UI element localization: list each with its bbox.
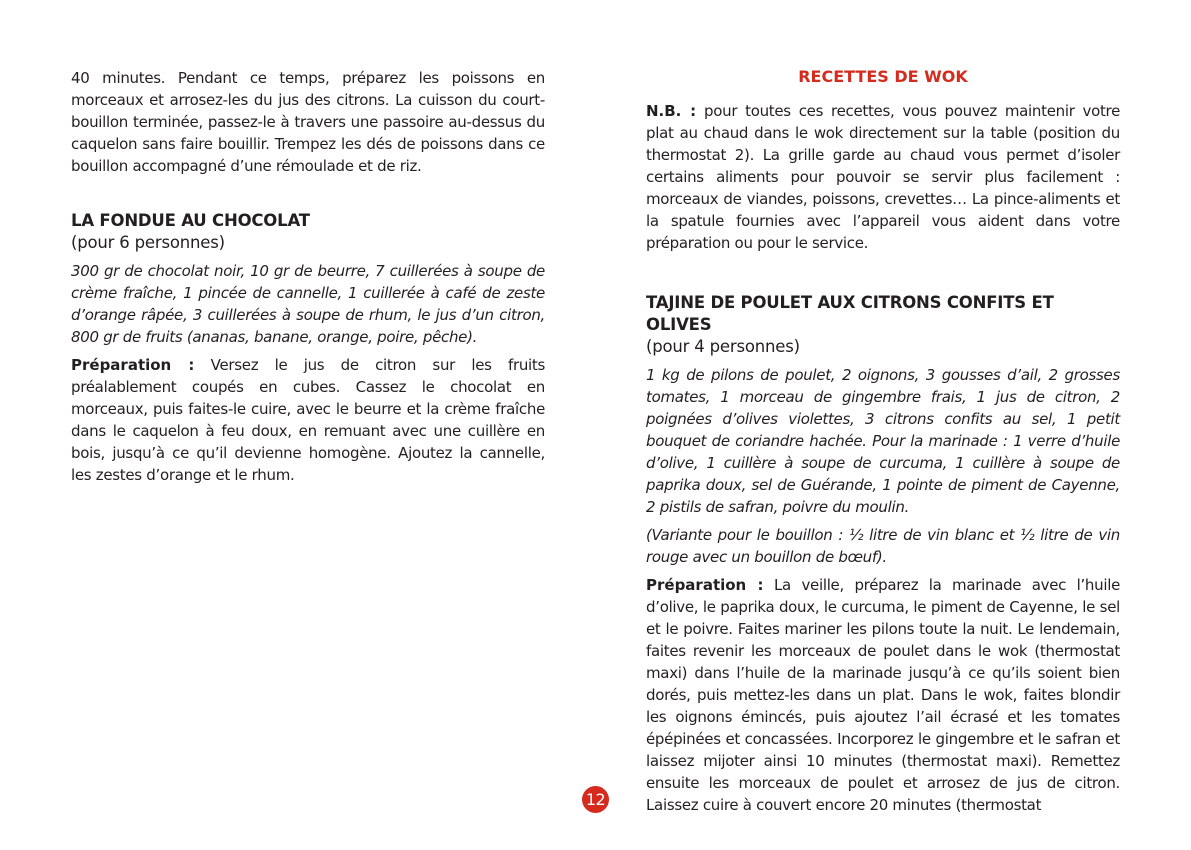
intro-paragraph: 40 minutes. Pendant ce temps, préparez les poissons en morceaux et arrosez-les du jus des citrons. La cuisson du court-bouillon terminée, passez-le à travers une passoire au-dessus du caquelon sans faire bouillir. Trempez les dés de poissons dans ce bouillon accompagné d’une rémoulade et de riz.	[71, 69, 545, 175]
preparation-label: Préparation :	[71, 356, 195, 374]
preparation-text: La veille, préparez la marinade avec l’huile d’olive, le paprika doux, le curcuma, le piment de Cayenne, le sel et le poivre. Faites mariner les pilons toute la nuit. Le lendemain, faites revenir les morceaux de poulet dans le wok (thermostat maxi) dans l’huile de la marinade jusqu’à ce qu’ils soient bien dorés, puis mettez-les dans un plat. Dans le wok, faites blondir les oignons émincés, puis ajoutez l’ail écrasé et les tomates épépinées et concassées. Incorporez le gingembre et le safran et laissez mijoter ainsi 10 minutes (thermostat maxi). Remettez ensuite les morceaux de poulet et arrosez de jus de citron. Laissez cuire à couvert encore 20 minutes (thermostat	[646, 576, 1120, 814]
recipe-servings: (pour 4 personnes)	[646, 337, 800, 356]
preparation-label: Préparation :	[646, 576, 764, 594]
left-column	[71, 0, 545, 486]
recipe-preparation	[646, 574, 1120, 816]
nb-text: pour toutes ces recettes, vous pouvez maintenir votre plat au chaud dans le wok directement sur la table (position du thermostat 2). La grille garde au chaud vous permet d’isoler certains aliments pour pouvoir se servir plus facilement : morceaux de viandes, poissons, crevettes… La pince-aliments et la spatule fournies avec l’appareil vous aident dans votre préparation ou pour le service.	[646, 102, 1120, 252]
right-column	[646, 0, 1120, 816]
recipe-ingredients: 300 gr de chocolat noir, 10 gr de beurre, 7 cuillerées à soupe de crème fraîche, 1 pincée de cannelle, 1 cuillerée à café de zeste d’orange râpée, 3 cuillerées à soupe de rhum, le jus d’un citron, 800 gr de fruits (ananas, banane, orange, poire, pêche).	[71, 262, 545, 346]
page-number-badge: 12	[582, 786, 609, 813]
recipe-preparation	[71, 354, 545, 486]
preparation-text: Versez le jus de citron sur les fruits préalablement coupés en cubes. Cassez le chocolat en morceaux, puis faites-le cuire, avec le beurre et la crème fraîche dans le caquelon à feu doux, en remuant avec une cuillère en bois, jusqu’à ce qu’il devienne homogène. Ajoutez la cannelle, les zestes d’orange et le rhum.	[71, 356, 546, 484]
section-title: RECETTES DE WOK	[798, 67, 968, 86]
nb-paragraph	[646, 100, 1120, 254]
nb-label: N.B. :	[646, 102, 697, 120]
recipe-servings: (pour 6 personnes)	[71, 233, 225, 252]
recipe-title-tajine: TAJINE DE POULET AUX CITRONS CONFITS ET OLIVES	[646, 293, 1054, 334]
recipe-variant: (Variante pour le bouillon : ½ litre de vin blanc et ½ litre de vin rouge avec un bouillon de bœuf).	[646, 526, 1120, 566]
recipe-title-chocolate-fondue: LA FONDUE AU CHOCOLAT	[71, 211, 310, 230]
recipe-ingredients: 1 kg de pilons de poulet, 2 oignons, 3 gousses d’ail, 2 grosses tomates, 1 morceau de gingembre frais, 1 jus de citron, 2 poignées d’olives violettes, 3 citrons confits au sel, 1 petit bouquet de coriandre hachée. Pour la marinade : 1 verre d’huile d’olive, 1 cuillère à soupe de curcuma, 1 cuillère à soupe de paprika doux, sel de Guérande, 1 pointe de piment de Cayenne, 2 pistils de safran, poivre du moulin.	[646, 366, 1120, 516]
